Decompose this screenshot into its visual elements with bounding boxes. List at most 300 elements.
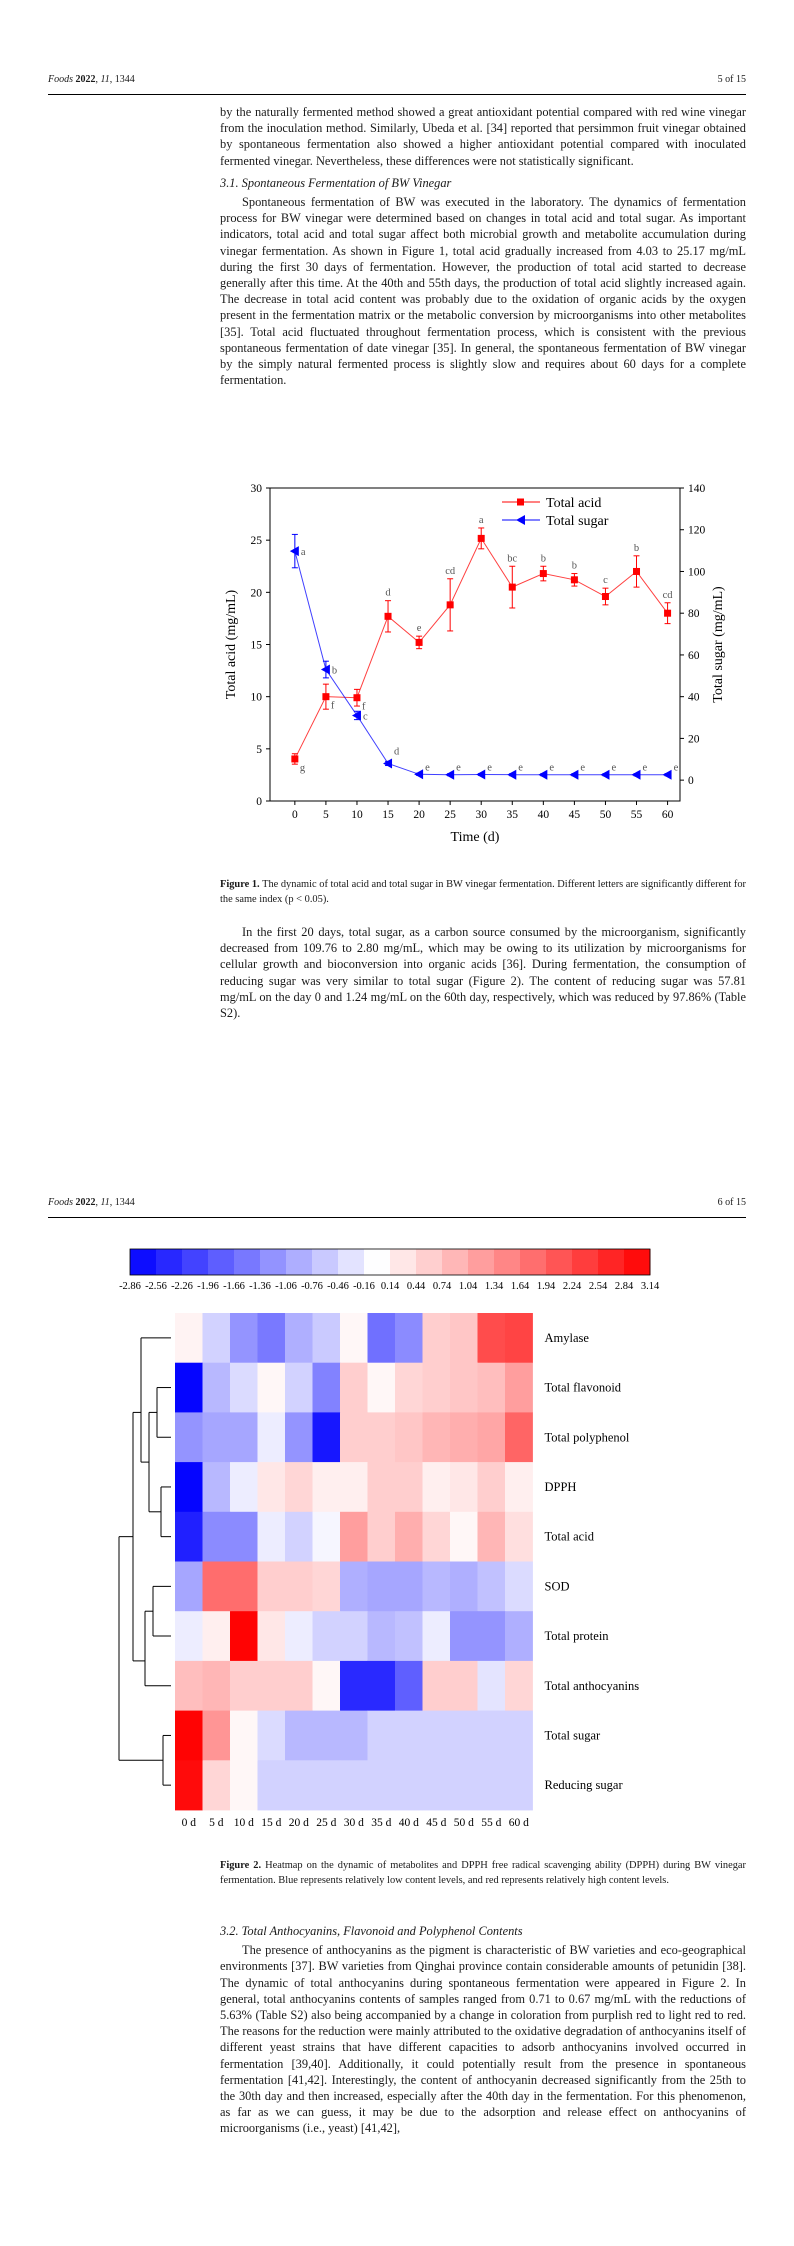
row-label: Total flavonoid (544, 1380, 622, 1395)
heatmap-cell (368, 1512, 396, 1562)
heatmap-cell (258, 1512, 286, 1562)
colorbar-swatch (312, 1249, 339, 1275)
colorbar-tick-label: -0.16 (353, 1281, 375, 1292)
heatmap-cell (368, 1363, 396, 1413)
heatmap-cell (175, 1412, 203, 1462)
heatmap-cell (203, 1760, 231, 1810)
heatmap-cell (368, 1412, 396, 1462)
column-label: 40 d (398, 1817, 419, 1829)
total-acid-point (447, 601, 454, 608)
heatmap-cell (395, 1562, 423, 1612)
y-left-tick-label: 25 (250, 535, 262, 548)
row-label: Total protein (544, 1629, 609, 1644)
heatmap-cell (175, 1661, 203, 1711)
total-sugar-point (569, 770, 578, 780)
colorbar-tick-label: 1.94 (536, 1281, 556, 1292)
x-tick-label: 60 (661, 809, 674, 821)
x-tick-label: 15 (382, 809, 394, 821)
heatmap-cell (423, 1562, 451, 1612)
y-left-tick-label: 15 (250, 639, 262, 652)
colorbar-tick-label: -0.46 (327, 1281, 349, 1292)
heatmap-cell (285, 1562, 313, 1612)
heatmap-cell (203, 1661, 231, 1711)
heatmap-cell (368, 1661, 396, 1711)
heatmap-cell (478, 1363, 506, 1413)
heatmap-cell (340, 1412, 368, 1462)
heatmap-cell (395, 1412, 423, 1462)
total-acid-point (322, 693, 329, 700)
significance-letter: e (673, 762, 679, 774)
column-label: 25 d (316, 1817, 337, 1829)
heatmap-cell (505, 1363, 533, 1413)
significance-letter: f (361, 701, 366, 713)
figure-1-caption: Figure 1. The dynamic of total acid and total sugar in BW vinegar fermentation. Different letters are significantly different for the same index (p < 0.05). (220, 879, 746, 905)
total-acid-point (664, 610, 671, 617)
paragraph-after-figure: In the first 20 days, total sugar, as a carbon source consumed by the microorganism, significantly decreased from 109.76 to 2.80 mg/mL, which may be owing to its utilization by microorganisms for cellular growth and bioconversion into organic acids [36]. During fermentation, the consumption of reducing sugar was very similar to total sugar (Figure 2). The content of reducing sugar was 57.81 mg/mL on the day 0 and 1.24 mg/mL on the 60th day, respectively, which was reduced by 97.86% (Table S2). (220, 925, 746, 1021)
y-left-tick-label: 0 (256, 796, 262, 808)
heatmap-cell (478, 1611, 506, 1661)
total-sugar-line (295, 551, 668, 775)
heatmap-cell (340, 1512, 368, 1562)
total-sugar-point (445, 770, 454, 780)
heatmap-cell (313, 1363, 341, 1413)
heatmap-cell (478, 1462, 506, 1512)
y-right-tick-label: 60 (688, 649, 700, 662)
heatmap-cell (313, 1611, 341, 1661)
colorbar-swatch (520, 1249, 547, 1275)
colorbar-tick-label: -2.56 (145, 1281, 167, 1292)
plot-frame (270, 488, 680, 801)
column-label: 30 d (343, 1817, 364, 1829)
heatmap-cell (285, 1512, 313, 1562)
y-right-tick-label: 20 (688, 733, 700, 746)
significance-letter: b (633, 542, 640, 554)
heatmap-cell (450, 1760, 478, 1810)
y-right-tick-label: 140 (688, 483, 706, 495)
figure-2-caption: Figure 2. Heatmap on the dynamic of metabolites and DPPH free radical scavenging ability (DPPH) during BW vinegar fermentation. Blue represents relatively low content levels, and red represents relatively high content levels. (220, 1860, 746, 1886)
legend-label: Total acid (546, 496, 602, 511)
heatmap-cell (368, 1711, 396, 1761)
heatmap-cell (478, 1313, 506, 1363)
heatmap-cell (258, 1363, 286, 1413)
heatmap-cell (285, 1661, 313, 1711)
heatmap-cell (313, 1711, 341, 1761)
heatmap-cell (423, 1462, 451, 1512)
heatmap-cell (423, 1412, 451, 1462)
x-tick-label: 45 (568, 809, 581, 821)
x-tick-label: 30 (475, 809, 487, 821)
heatmap-cell (203, 1562, 231, 1612)
row-label: Total polyphenol (544, 1430, 630, 1445)
heatmap-cell (505, 1512, 533, 1562)
page-number: 6 of 15 (717, 1197, 746, 1208)
x-tick-label: 10 (351, 809, 363, 821)
colorbar-tick-label: -2.26 (171, 1281, 193, 1292)
heatmap-cell (258, 1412, 286, 1462)
column-label: 55 d (481, 1817, 502, 1829)
heatmap-cell (230, 1313, 258, 1363)
total-acid-point (509, 584, 516, 591)
column-label: 0 d (181, 1817, 196, 1829)
heatmap-cell (175, 1711, 203, 1761)
heatmap-cell (230, 1760, 258, 1810)
heatmap-cell (203, 1611, 231, 1661)
total-sugar-point (476, 769, 485, 779)
heatmap-cell (203, 1512, 231, 1562)
significance-letter: bc (507, 553, 518, 565)
heatmap-cell (478, 1760, 506, 1810)
total-sugar-point (663, 770, 672, 780)
figure-2-heatmap (90, 1245, 750, 1835)
significance-letter: b (540, 553, 546, 565)
significance-letter: b (571, 560, 578, 572)
heatmap-cell (340, 1562, 368, 1612)
significance-letter: cd (445, 565, 456, 577)
significance-letter: g (299, 762, 306, 774)
heatmap-cell (368, 1562, 396, 1612)
colorbar-tick-label: 3.14 (640, 1281, 660, 1292)
heatmap-cell (368, 1760, 396, 1810)
total-acid-point (385, 613, 392, 620)
heatmap-cell (230, 1412, 258, 1462)
total-sugar-point (290, 546, 299, 556)
significance-letter: e (487, 762, 492, 774)
colorbar-swatch (624, 1249, 651, 1275)
heatmap-cell (450, 1661, 478, 1711)
heatmap-cell (395, 1313, 423, 1363)
heatmap-cell (175, 1611, 203, 1661)
colorbar-tick-label: 0.74 (432, 1281, 452, 1292)
colorbar-swatch (156, 1249, 183, 1275)
heatmap-cell (230, 1462, 258, 1512)
heatmap-cell (203, 1313, 231, 1363)
colorbar-swatch (416, 1249, 443, 1275)
heatmap-cell (368, 1313, 396, 1363)
heatmap-cell (450, 1562, 478, 1612)
total-acid-point (602, 593, 609, 600)
heatmap-cell (395, 1512, 423, 1562)
heatmap-cell (423, 1363, 451, 1413)
heatmap-cell (423, 1661, 451, 1711)
row-label: DPPH (544, 1479, 577, 1494)
x-tick-label: 35 (506, 809, 519, 821)
heatmap-cell (340, 1363, 368, 1413)
heatmap-cell (203, 1412, 231, 1462)
column-label: 35 d (371, 1817, 392, 1829)
x-tick-label: 5 (323, 809, 329, 821)
x-tick-label: 40 (537, 809, 550, 821)
heatmap-cell (395, 1363, 423, 1413)
heatmap-cell (505, 1562, 533, 1612)
heatmap-cell (450, 1512, 478, 1562)
y-left-tick-label: 30 (250, 483, 262, 495)
colorbar-swatch (260, 1249, 287, 1275)
heatmap-cell (423, 1313, 451, 1363)
page-header (48, 74, 746, 95)
heatmap-cell (478, 1562, 506, 1612)
colorbar-tick-label: -1.66 (223, 1281, 245, 1292)
significance-letter: d (394, 746, 400, 758)
colorbar-swatch (572, 1249, 599, 1275)
heatmap-cell (313, 1562, 341, 1612)
heatmap-cell (505, 1661, 533, 1711)
heatmap-cell (175, 1313, 203, 1363)
legend-marker (517, 499, 524, 506)
heatmap-cell (313, 1512, 341, 1562)
significance-letter: a (300, 547, 306, 559)
heatmap-cell (505, 1611, 533, 1661)
heatmap-cell (505, 1462, 533, 1512)
significance-letter: e (580, 762, 586, 774)
total-sugar-point (414, 769, 423, 779)
heatmap-cell (450, 1363, 478, 1413)
x-tick-label: 50 (599, 809, 612, 821)
heatmap-cell (450, 1462, 478, 1512)
heatmap-cell (175, 1363, 203, 1413)
paragraph-3-1: Spontaneous fermentation of BW was executed in the laboratory. The dynamics of fermentation process for BW vinegar were determined based on changes in total acid and total sugar. As important indicators, total acid and total sugar affect both microbial growth and metabolite accumulation during vinegar fermentation. As shown in Figure 1, total acid gradually increased from 4.03 to 25.17 mg/mL during the first 30 days of fermentation. However, the production of total acid started to decrease generally after this time. At the 40th and 55th days, the production of total acid slightly increased again. The decrease in total acid content was probably due to the oxidation of organic acids by the oxygen present in the fermentation matrix or the metabolic conversion by microorganisms into other metabolites [35]. Total acid fluctuated throughout fermentation process, which is consistent with the previous spontaneous fermentation of date vinegar [35]. In general, the spontaneous fermentation of BW vinegar by the simply natural fermented process is slightly slow and requires about 60 days for a complete fermentation. (220, 195, 746, 388)
heatmap-cell (423, 1512, 451, 1562)
colorbar-tick-label: -1.06 (275, 1281, 297, 1292)
heatmap-cell (258, 1611, 286, 1661)
y-left-tick-label: 5 (256, 743, 262, 756)
colorbar-tick-label: 1.34 (484, 1281, 504, 1292)
total-sugar-point (632, 770, 641, 780)
page-number: 5 of 15 (717, 74, 746, 85)
heatmap-cell (258, 1562, 286, 1612)
heatmap-cell (285, 1462, 313, 1512)
x-tick-label: 20 (413, 809, 425, 821)
heatmap-cell (505, 1412, 533, 1462)
significance-letter: e (456, 762, 461, 774)
colorbar-tick-label: 2.84 (614, 1281, 634, 1292)
heatmap-cell (230, 1562, 258, 1612)
heatmap-cell (340, 1313, 368, 1363)
total-sugar-point (507, 770, 516, 780)
row-label: Total sugar (544, 1728, 601, 1743)
heatmap-cell (258, 1313, 286, 1363)
total-acid-point (416, 639, 423, 646)
y-right-tick-label: 0 (688, 775, 694, 788)
heatmap-cell (203, 1363, 231, 1413)
total-sugar-point (538, 770, 547, 780)
heatmap-cell (368, 1462, 396, 1512)
heatmap-cell (175, 1512, 203, 1562)
heatmap-cell (258, 1711, 286, 1761)
heatmap-cell (203, 1462, 231, 1512)
colorbar-swatch (364, 1249, 391, 1275)
y-right-axis-title: Total sugar (mg/mL) (711, 586, 726, 703)
heatmap-cell (340, 1462, 368, 1512)
body-text (220, 1923, 746, 2137)
heatmap-cell (423, 1611, 451, 1661)
heatmap-cell (368, 1611, 396, 1661)
significance-letter: e (416, 623, 422, 635)
heatmap-cell (340, 1711, 368, 1761)
legend-label: Total sugar (546, 514, 609, 529)
heatmap-cell (478, 1711, 506, 1761)
heatmap-cell (203, 1711, 231, 1761)
colorbar-swatch (468, 1249, 495, 1275)
heatmap-cell (340, 1760, 368, 1810)
heatmap-cell (258, 1661, 286, 1711)
colorbar-tick-label: 1.04 (458, 1281, 478, 1292)
total-sugar-point (600, 770, 609, 780)
heatmap-cell (230, 1711, 258, 1761)
y-right-tick-label: 120 (688, 524, 706, 537)
heatmap-cell (423, 1760, 451, 1810)
column-label: 60 d (508, 1817, 529, 1829)
heatmap-cell (285, 1412, 313, 1462)
column-label: 15 d (261, 1817, 282, 1829)
x-tick-label: 55 (630, 809, 643, 821)
column-label: 45 d (426, 1817, 447, 1829)
column-label: 20 d (288, 1817, 309, 1829)
page-header (48, 1197, 746, 1218)
heatmap-cell (395, 1711, 423, 1761)
heatmap-cell (285, 1611, 313, 1661)
colorbar-swatch (598, 1249, 625, 1275)
colorbar-tick-label: 0.44 (406, 1281, 426, 1292)
total-sugar-point (383, 758, 392, 768)
y-right-tick-label: 100 (688, 566, 706, 579)
significance-letter: a (478, 514, 484, 526)
heatmap-cell (340, 1661, 368, 1711)
significance-letter: c (603, 575, 608, 587)
colorbar-tick-label: -0.76 (301, 1281, 323, 1292)
column-label: 50 d (453, 1817, 474, 1829)
colorbar-swatch (234, 1249, 261, 1275)
heatmap-cell (395, 1462, 423, 1512)
heatmap-cell (285, 1363, 313, 1413)
colorbar-swatch (286, 1249, 313, 1275)
significance-letter: f (330, 700, 335, 712)
heatmap-cell (505, 1760, 533, 1810)
heatmap-cell (505, 1711, 533, 1761)
heatmap-cell (478, 1412, 506, 1462)
paragraph-3-2: The presence of anthocyanins as the pigment is characteristic of BW varieties and eco-geographical environments [37]. BW varieties from Qinghai province contain considerable amounts of petunidin [38]. The dynamic of total anthocyanins during spontaneous fermentation were appeared in Figure 2. In general, total anthocyanins contents of samples ranged from 0.71 to 0.67 mg/mL with the reductions of 5.63% (Table S2) also being accompanied by a change in coloration from purplish red to light red to red. The reasons for the reduction were mainly attributed to the oxidative degradation of anthocyanins itself of different yeast strains that have different capacities to adsorb anthocyanins involved occurred in fermentation [39,40]. Additionally, it could potentially result from the presence in spontaneous fermentation [41,42]. Interestingly, the content of anthocyanin decreased significantly from the 25th to the 30th day and then increased, especially after the 40th day in the fermentation. For this phenomenon, as far as we can guess, it may be due to the adsorption and release effect on anthocyanins of microorganisms (i.e., yeast) [41,42], (220, 1943, 746, 2136)
significance-letter: c (362, 711, 368, 723)
significance-letter: cd (662, 589, 673, 601)
colorbar-swatch (442, 1249, 469, 1275)
heatmap-cell (478, 1661, 506, 1711)
heatmap-cell (395, 1611, 423, 1661)
x-axis-title: Time (d) (450, 830, 500, 845)
colorbar-swatch (208, 1249, 235, 1275)
page-6 (0, 1123, 794, 2246)
paragraph-intro: by the naturally fermented method showed a great antioxidant potential compared with red wine vinegar from the inoculation method. Similarly, Ubeda et al. [34] reported that persimmon fruit vinegar obtained by spontaneous fermentation also showed a higher antioxidant potential compared with inoculated fermented vinegar. Nevertheless, these differences were not statistically significant. (220, 105, 746, 168)
colorbar-tick-label: 1.64 (510, 1281, 530, 1292)
significance-letter: e (549, 762, 555, 774)
x-tick-label: 0 (291, 809, 298, 821)
colorbar-tick-label: 2.24 (562, 1281, 582, 1292)
colorbar-tick-label: -2.86 (119, 1281, 141, 1292)
heatmap-cell (450, 1313, 478, 1363)
figure-1-chart (220, 480, 750, 865)
y-left-axis-title: Total acid (mg/mL) (224, 589, 239, 700)
colorbar-swatch (494, 1249, 521, 1275)
row-label: Total acid (544, 1529, 594, 1544)
section-heading: 3.1. Spontaneous Fermentation of BW Vinegar (220, 175, 452, 190)
colorbar-swatch (130, 1249, 157, 1275)
heatmap-cell (340, 1611, 368, 1661)
row-label: Reducing sugar (544, 1778, 623, 1793)
significance-letter: d (385, 587, 391, 599)
row-label: Total anthocyanins (544, 1678, 640, 1693)
heatmap-cell (313, 1313, 341, 1363)
section-heading: 3.2. Total Anthocyanins, Flavonoid and Polyphenol Contents (220, 1924, 523, 1938)
heatmap-cell (395, 1760, 423, 1810)
total-acid-point (571, 576, 578, 583)
heatmap-cell (175, 1462, 203, 1512)
heatmap-cell (423, 1711, 451, 1761)
y-left-tick-label: 10 (250, 691, 262, 704)
significance-letter: e (425, 762, 430, 774)
row-label: SOD (544, 1579, 570, 1594)
row-label: Amylase (544, 1330, 589, 1345)
heatmap-cell (505, 1313, 533, 1363)
y-right-tick-label: 40 (688, 691, 700, 704)
colorbar-swatch (338, 1249, 365, 1275)
heatmap-cell (230, 1611, 258, 1661)
heatmap-cell (450, 1412, 478, 1462)
heatmap-cell (285, 1313, 313, 1363)
heatmap-cell (175, 1562, 203, 1612)
x-tick-label: 25 (444, 809, 456, 821)
colorbar-tick-label: 2.54 (588, 1281, 608, 1292)
total-acid-line (295, 538, 668, 759)
heatmap-cell (258, 1760, 286, 1810)
heatmap-cell (285, 1711, 313, 1761)
column-label: 10 d (233, 1817, 254, 1829)
heatmap-cell (230, 1661, 258, 1711)
heatmap-cell (313, 1412, 341, 1462)
significance-letter: e (518, 762, 523, 774)
y-left-tick-label: 20 (250, 587, 262, 600)
colorbar-swatch (546, 1249, 573, 1275)
body-text-top (220, 104, 746, 388)
significance-letter: e (611, 762, 617, 774)
colorbar-swatch (182, 1249, 209, 1275)
heatmap-cell (313, 1760, 341, 1810)
y-right-tick-label: 80 (688, 608, 700, 621)
heatmap-cell (450, 1611, 478, 1661)
heatmap-cell (313, 1661, 341, 1711)
colorbar-tick-label: -1.96 (197, 1281, 219, 1292)
heatmap-cell (313, 1462, 341, 1512)
legend-marker (516, 515, 525, 525)
total-acid-point (540, 570, 547, 577)
journal-citation: Foods 2022, 11, 1344 (48, 74, 135, 85)
journal-citation: Foods 2022, 11, 1344 (48, 1197, 135, 1208)
colorbar-swatch (390, 1249, 417, 1275)
significance-letter: b (331, 665, 338, 677)
total-acid-point (291, 755, 298, 762)
heatmap-cell (478, 1512, 506, 1562)
heatmap-cell (258, 1462, 286, 1512)
heatmap-cell (285, 1760, 313, 1810)
total-acid-point (633, 568, 640, 575)
heatmap-cell (230, 1512, 258, 1562)
column-label: 5 d (209, 1817, 224, 1829)
heatmap-cell (175, 1760, 203, 1810)
heatmap-cell (395, 1661, 423, 1711)
heatmap-cell (450, 1711, 478, 1761)
body-text-bottom (220, 924, 746, 1021)
heatmap-cell (230, 1363, 258, 1413)
colorbar-tick-label: -1.36 (249, 1281, 271, 1292)
total-acid-point (353, 694, 360, 701)
total-acid-point (478, 535, 485, 542)
